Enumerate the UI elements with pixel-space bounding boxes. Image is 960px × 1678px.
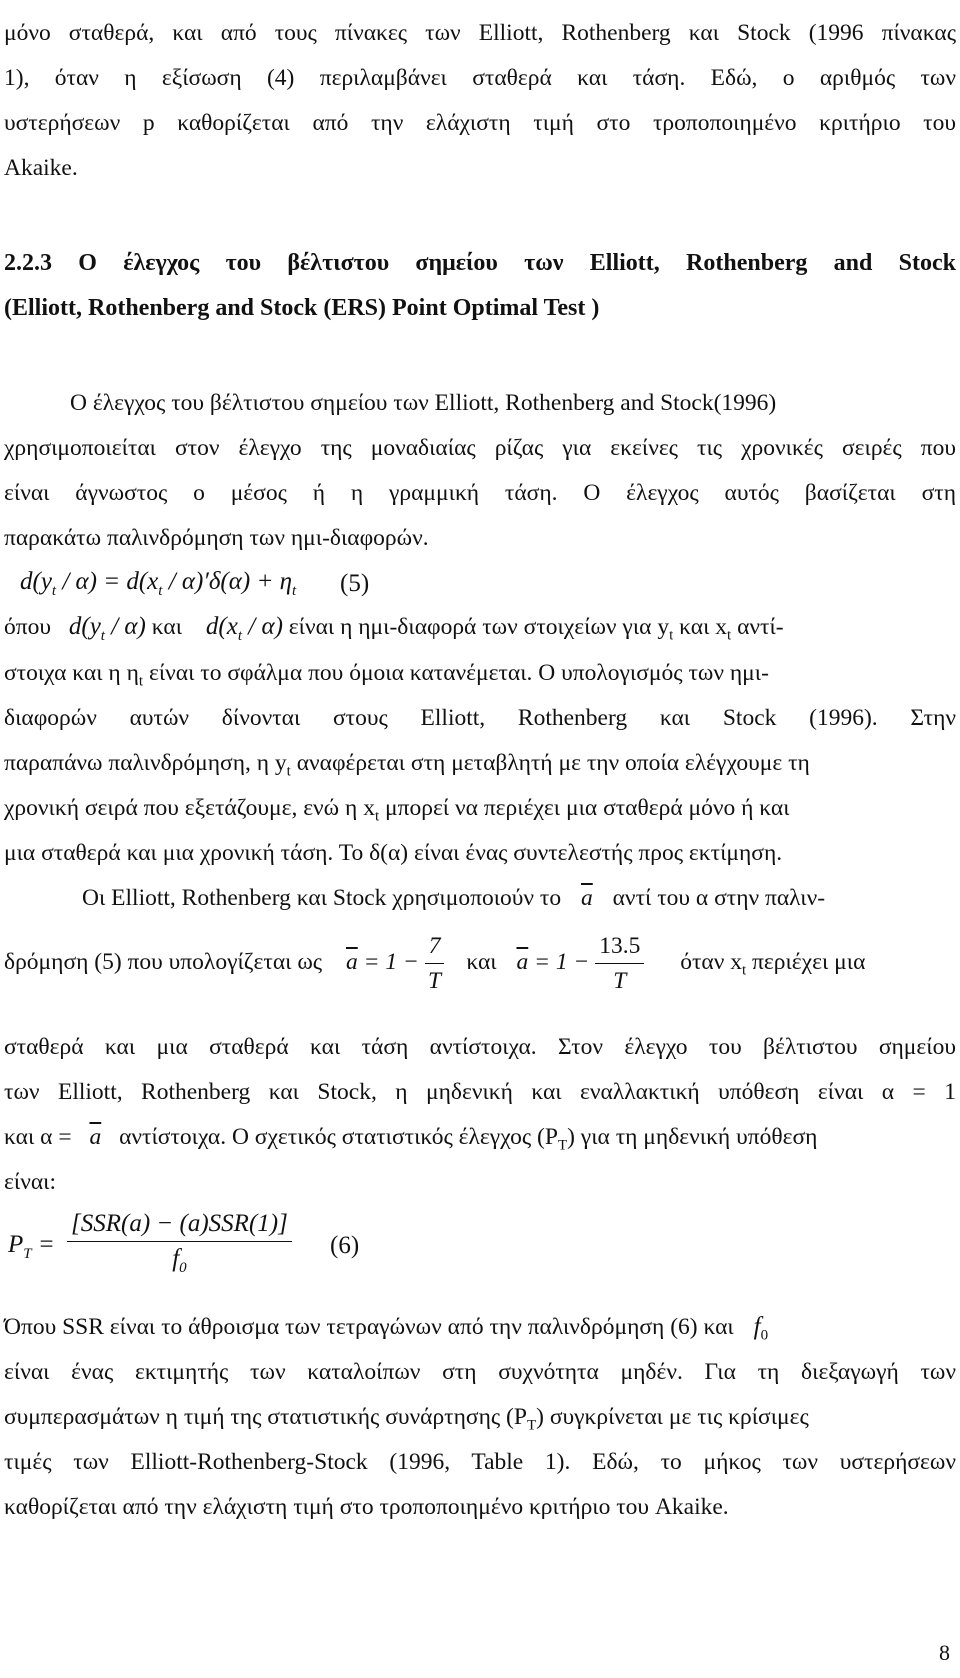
a-bar-symbol: $\overline{a}$ (89, 1124, 102, 1150)
text-line: των Elliott, Rothenberg και Stock, η μηδενική και εναλλακτική υπόθεση είναι α = 1 (4, 1079, 956, 1105)
subscript: t (727, 627, 732, 644)
text-span: παραπάνω παλινδρόμηση, η y (4, 750, 287, 776)
text-span: και x (679, 614, 728, 640)
text-span: μπορεί να περιέχει μια σταθερά μόνο ή και (385, 795, 790, 821)
text-span: όταν x (680, 949, 742, 975)
math-inline: $d(y_t / \alpha)$ (68, 613, 146, 644)
a-bar-symbol: $\overline{a}$ (581, 885, 593, 911)
text-line (82, 883, 956, 913)
fraction-numerator: [SSR(a) − (a)SSR(1)] (67, 1207, 292, 1242)
text-span: αναφέρεται στη μεταβλητή με την οποία ελέγχουμε τη (296, 750, 810, 776)
text-span: δρόμηση (5) που υπολογίζεται ως (4, 949, 323, 975)
eta-symbol: η (126, 660, 139, 686)
math-inline: f (172, 1245, 180, 1273)
subscript: t (374, 808, 380, 825)
text-span: ) για τη μηδενική υπόθεση (567, 1124, 818, 1150)
math-inline: $d(x_t / \alpha)$ (205, 613, 283, 644)
text-span: και (466, 949, 497, 975)
subscript: T (557, 1137, 568, 1154)
text-line: 1), όταν η εξίσωση (4) περιλαμβάνει σταθερά και τάση. Εδώ, ο αριθμός των (4, 65, 956, 91)
subscript: t (741, 962, 747, 979)
fraction (67, 1207, 292, 1285)
text-span: στοιχα και η (4, 660, 121, 686)
text-line (4, 1312, 956, 1351)
text-span: είναι το σφάλμα που όμοια κατανέμεται. Ο υπολογισμός των ημι- (148, 660, 769, 686)
text-line (4, 1122, 956, 1161)
subscript: t (138, 673, 144, 690)
text-line: είναι: (4, 1169, 56, 1195)
text-line: διαφορών αυτών δίνονται στους Elliott, Rothenberg και Stock (1996). Στην (4, 705, 956, 731)
text-line: χρησιμοποιείται στον έλεγχο της μοναδιαίας ρίζας για εκείνες τις χρονικές σειρές που (4, 435, 956, 461)
text-line: Akaike. (4, 155, 78, 181)
text-line (4, 658, 956, 697)
text-line: είναι άγνωστος ο μέσος ή η γραμμική τάση. Ο έλεγχος αυτός βασίζεται στη (4, 480, 956, 506)
text-span: είναι η ημι-διαφορά των στοιχείων για y (288, 614, 670, 640)
fraction-denominator (67, 1242, 292, 1285)
math-inline: f (753, 1313, 761, 1340)
math-inline: = 1 − (534, 949, 590, 975)
a-bar-symbol: $\overline{a}$ (345, 949, 358, 975)
text-span: ) συγκρίνεται με τις κρίσιμες (536, 1404, 809, 1430)
text-line: μια σταθερά και μια χρονική τάση. Το δ(α) είναι ένας συντελεστής προς εκτίμηση. (4, 840, 783, 866)
subscript: t (669, 627, 674, 644)
subscript: T (526, 1417, 537, 1434)
subscript: 0 (760, 1327, 769, 1344)
text-span: συμπερασμάτων η τιμή της στατιστικής συνάρτησης (P (4, 1404, 527, 1430)
fraction-numerator: 13.5 (595, 929, 644, 964)
text-line: σταθερά και μια σταθερά και τάση αντίστοιχα. Στον έλεγχο του βέλτιστου σημείου (4, 1034, 956, 1060)
subscript: 0 (179, 1260, 187, 1277)
text-span: όπου (4, 614, 51, 640)
text-line: καθορίζεται από την ελάχιστη τιμή στο τροποποιημένο κριτήριο του Akaike. (4, 1494, 729, 1520)
text-span: και (151, 614, 183, 640)
text-span: Οι Elliott, Rothenberg και Stock χρησιμοποιούν το (82, 885, 562, 911)
fraction-denominator: T (428, 968, 442, 995)
fraction (425, 929, 445, 998)
text-line (4, 922, 956, 1002)
text-span: αντί- (737, 614, 784, 640)
fraction (595, 929, 644, 998)
a-bar-symbol: $\overline{a}$ (516, 949, 529, 975)
section-heading: 2.2.3 Ο έλεγχος του βέλτιστου σημείου των Elliott, Rothenberg and Stock (4, 250, 956, 276)
text-span: και α = (4, 1124, 72, 1150)
text-line: είναι ένας εκτιμητής των καταλοίπων στη συχνότητα μηδέν. Για τη διεξαγωγή των (4, 1359, 956, 1385)
fraction-numerator: 7 (425, 929, 445, 964)
equation-6: $P_T$ = $\frac{\text{[SSR(a) − (a)SSR(1)]}}{f_0}$ (8, 1205, 292, 1285)
fraction-denominator: T (613, 968, 627, 995)
section-heading-subtitle: (Elliott, Rothenberg and Stock (ERS) Point Optimal Test ) (4, 295, 600, 321)
text-line (4, 748, 956, 787)
text-line: μόνο σταθερά, και από τους πίνακες των Elliott, Rothenberg και Stock (1996 πίνακας (4, 20, 956, 46)
subscript: t (286, 763, 291, 780)
math-inline: P (8, 1231, 24, 1258)
math-inline: = 1 − (363, 949, 419, 975)
equation-5: $d(y_t / \alpha) = d(x_t / \alpha)'\delta(\alpha) + \eta_t$ (20, 568, 297, 599)
text-line: παρακάτω παλινδρόμηση των ημι-διαφορών. (4, 525, 429, 551)
text-span: χρονική σειρά που εξετάζουμε, ενώ η x (4, 795, 375, 821)
text-line (4, 793, 956, 832)
text-line: Ο έλεγχος του βέλτιστου σημείου των Elliott, Rothenberg and Stock(1996) (70, 390, 777, 416)
text-line: υστερήσεων p καθορίζεται από την ελάχιστη τιμή στο τροποποιημένο κριτήριο του (4, 110, 956, 136)
text-span: περιέχει μια (752, 949, 866, 975)
equation-label: (5) (340, 570, 370, 597)
equation-label: (6) (330, 1232, 360, 1259)
page-number: 8 (939, 1640, 950, 1665)
text-span: Όπου SSR είναι το άθροισμα των τετραγώνων από την παλινδρόμηση (6) και (4, 1314, 734, 1340)
text-line (4, 1402, 956, 1441)
subscript: T (23, 1246, 32, 1262)
text-span: αντίστοιχα. Ο σχετικός στατιστικός έλεγχος (P (119, 1124, 558, 1150)
text-span: αντί του α στην παλιν- (612, 885, 826, 911)
text-line (4, 612, 956, 651)
text-line: τιμές των Elliott-Rothenberg-Stock (1996, Table 1). Εδώ, το μήκος των υστερήσεων (4, 1449, 956, 1475)
